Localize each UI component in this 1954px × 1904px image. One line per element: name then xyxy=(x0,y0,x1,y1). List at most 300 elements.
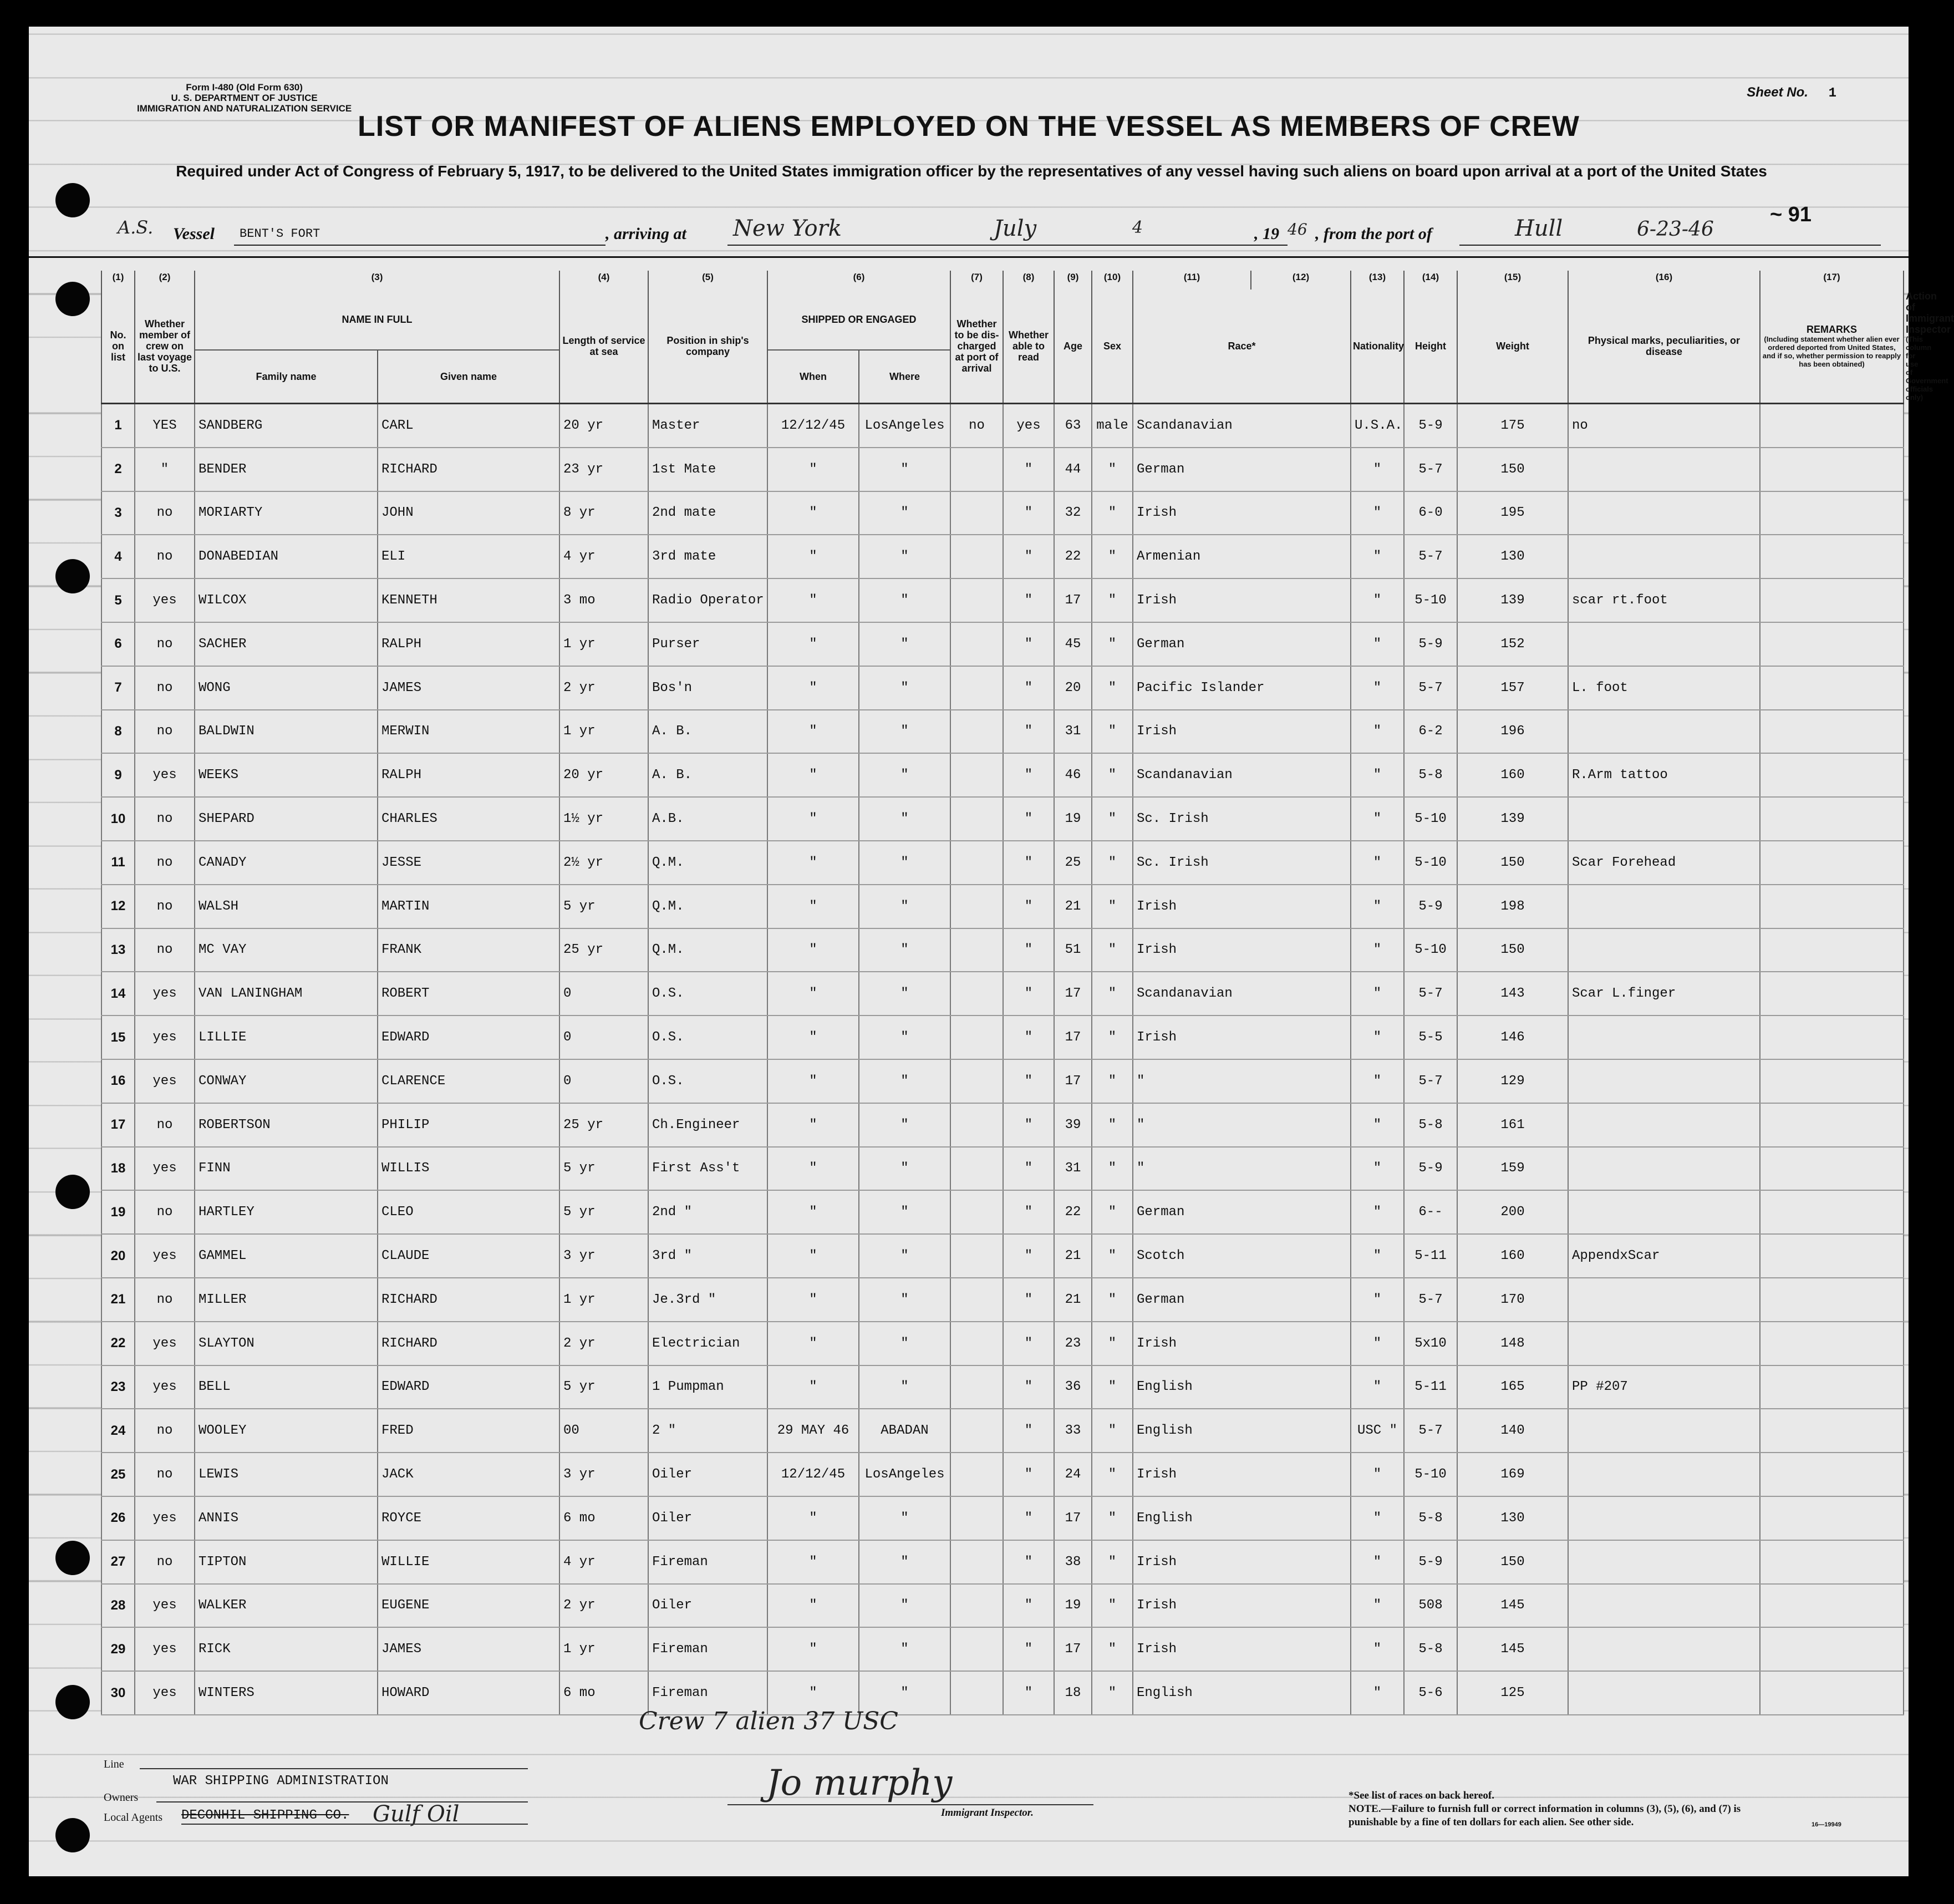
nationality-cell: " xyxy=(1351,1059,1404,1103)
family-name-cell: WOOLEY xyxy=(195,1409,378,1453)
shipped-when-cell: " xyxy=(767,622,859,666)
sex-cell: " xyxy=(1092,928,1133,972)
nationality-cell: " xyxy=(1351,797,1404,841)
last-voyage-cell: no xyxy=(135,1190,195,1234)
discharged-cell xyxy=(950,1409,1003,1453)
weight-cell: 125 xyxy=(1457,1671,1568,1715)
age-cell: 17 xyxy=(1054,1627,1092,1671)
shipped-where-cell: " xyxy=(859,448,950,491)
race-cell: Irish xyxy=(1133,710,1351,754)
age-cell: 33 xyxy=(1054,1409,1092,1453)
position-cell: Je.3rd " xyxy=(648,1278,767,1322)
remarks-cell xyxy=(1760,1540,1904,1584)
sex-cell: " xyxy=(1092,578,1133,622)
physical-marks-cell xyxy=(1568,1496,1760,1540)
family-name-cell: VAN LANINGHAM xyxy=(195,972,378,1016)
discharged-cell xyxy=(950,1365,1003,1409)
crew-row xyxy=(101,841,1904,885)
service-length-cell: 0 xyxy=(559,1059,648,1103)
physical-marks-cell xyxy=(1568,1540,1760,1584)
age-cell: 51 xyxy=(1054,928,1092,972)
race-cell: Irish xyxy=(1133,491,1351,535)
nationality-cell: U.S.A. xyxy=(1351,404,1404,448)
given-name-cell: EUGENE xyxy=(378,1584,559,1628)
service-length-cell: 25 yr xyxy=(559,1103,648,1147)
crew-row xyxy=(101,1103,1904,1147)
shipped-when-cell: " xyxy=(767,753,859,797)
shipped-when-cell: " xyxy=(767,1671,859,1715)
position-cell: 2nd " xyxy=(648,1190,767,1234)
manifest-sheet xyxy=(29,27,1954,1876)
service-name: IMMIGRATION AND NATURALIZATION SERVICE xyxy=(137,103,352,114)
position-cell: First Ass't xyxy=(648,1147,767,1191)
position-cell: 2nd mate xyxy=(648,491,767,535)
discharged-cell xyxy=(950,1103,1003,1147)
last-voyage-cell: yes xyxy=(135,1627,195,1671)
weight-cell: 200 xyxy=(1457,1190,1568,1234)
height-cell: 5-7 xyxy=(1404,448,1457,491)
inspector-label: Immigrant Inspector. xyxy=(941,1807,1034,1819)
crew-row xyxy=(101,1627,1904,1671)
header-able-to-read: Whether able to read xyxy=(1003,290,1054,404)
nationality-cell: " xyxy=(1351,535,1404,578)
crew-row xyxy=(101,666,1904,710)
race-cell: " xyxy=(1133,1147,1351,1191)
remarks-cell xyxy=(1760,1627,1904,1671)
physical-marks-cell: L. foot xyxy=(1568,666,1760,710)
height-cell: 5-8 xyxy=(1404,1103,1457,1147)
service-length-cell: 1½ yr xyxy=(559,797,648,841)
crew-row xyxy=(101,1322,1904,1365)
sex-cell: " xyxy=(1092,1103,1133,1147)
age-cell: 19 xyxy=(1054,797,1092,841)
crew-row xyxy=(101,1190,1904,1234)
remarks-cell xyxy=(1760,1584,1904,1628)
able-to-read-cell: " xyxy=(1003,535,1054,578)
discharged-cell: no xyxy=(950,404,1003,448)
service-length-cell: 2 yr xyxy=(559,1322,648,1365)
remarks-cell xyxy=(1760,797,1904,841)
col-num-13: (13) xyxy=(1351,271,1404,290)
remarks-cell xyxy=(1760,666,1904,710)
weight-cell: 169 xyxy=(1457,1453,1568,1496)
last-voyage-cell: yes xyxy=(135,1147,195,1191)
weight-cell: 130 xyxy=(1457,1496,1568,1540)
discharged-cell xyxy=(950,1627,1003,1671)
discharged-cell xyxy=(950,666,1003,710)
punch-hole xyxy=(55,1175,90,1209)
punch-hole xyxy=(55,1818,90,1852)
able-to-read-cell: yes xyxy=(1003,404,1054,448)
shipped-where-cell: LosAngeles xyxy=(859,1453,950,1496)
height-cell: 5-9 xyxy=(1404,404,1457,448)
sex-cell: " xyxy=(1092,1016,1133,1059)
service-length-cell: 5 yr xyxy=(559,1365,648,1409)
position-cell: 1 Pumpman xyxy=(648,1365,767,1409)
shipped-where-cell: " xyxy=(859,841,950,885)
shipped-where-cell: " xyxy=(859,1190,950,1234)
sex-cell: " xyxy=(1092,710,1133,754)
nationality-cell: " xyxy=(1351,666,1404,710)
family-name-cell: RICK xyxy=(195,1627,378,1671)
crew-summary-note: Crew 7 alien 37 USC xyxy=(639,1707,898,1735)
crew-row xyxy=(101,535,1904,578)
shipped-where-cell: " xyxy=(859,885,950,928)
shipped-where-cell: " xyxy=(859,1147,950,1191)
shipped-when-cell: " xyxy=(767,578,859,622)
given-name-cell: CLAUDE xyxy=(378,1234,559,1278)
nationality-cell: " xyxy=(1351,1453,1404,1496)
able-to-read-cell: " xyxy=(1003,1234,1054,1278)
given-name-cell: WILLIS xyxy=(378,1147,559,1191)
crew-row xyxy=(101,1016,1904,1059)
physical-marks-cell xyxy=(1568,1190,1760,1234)
physical-marks-cell xyxy=(1568,622,1760,666)
given-name-cell: MARTIN xyxy=(378,885,559,928)
row-number: 13 xyxy=(101,928,135,972)
crew-row xyxy=(101,622,1904,666)
family-name-cell: SACHER xyxy=(195,622,378,666)
sex-cell: " xyxy=(1092,1584,1133,1628)
race-cell: Irish xyxy=(1133,885,1351,928)
nationality-cell: " xyxy=(1351,710,1404,754)
header-no-on-list: No. on list xyxy=(101,290,135,404)
footnote-penalty: NOTE.—Failure to furnish full or correct information in columns (3), (5), (6), and (7) is punishable by a fine of ten dollars for each alien. See other side. xyxy=(1349,1803,1741,1828)
shipped-when-cell: " xyxy=(767,1016,859,1059)
last-voyage-cell: yes xyxy=(135,1671,195,1715)
row-number: 8 xyxy=(101,710,135,754)
given-name-cell: JAMES xyxy=(378,666,559,710)
header-nationality: Nationality xyxy=(1351,290,1404,404)
col-num-10: (10) xyxy=(1092,271,1133,290)
service-length-cell: 3 yr xyxy=(559,1453,648,1496)
row-number: 14 xyxy=(101,972,135,1016)
nationality-cell: " xyxy=(1351,1322,1404,1365)
crew-row xyxy=(101,1409,1904,1453)
owners-label: Owners xyxy=(104,1791,139,1804)
last-voyage-cell: no xyxy=(135,491,195,535)
weight-cell: 145 xyxy=(1457,1584,1568,1628)
header-shipped-engaged: SHIPPED OR ENGAGED xyxy=(767,290,950,350)
physical-marks-cell: Scar L.finger xyxy=(1568,972,1760,1016)
last-voyage-cell: yes xyxy=(135,753,195,797)
remarks-cell xyxy=(1760,535,1904,578)
punch-hole xyxy=(55,1541,90,1575)
age-cell: 24 xyxy=(1054,1453,1092,1496)
last-voyage-cell: yes xyxy=(135,1059,195,1103)
remarks-cell xyxy=(1760,1190,1904,1234)
discharged-cell xyxy=(950,841,1003,885)
family-name-cell: FINN xyxy=(195,1147,378,1191)
service-length-cell: 20 yr xyxy=(559,404,648,448)
weight-cell: 195 xyxy=(1457,491,1568,535)
race-cell: Irish xyxy=(1133,1540,1351,1584)
crew-row xyxy=(101,1496,1904,1540)
physical-marks-cell: no xyxy=(1568,404,1760,448)
last-voyage-cell: yes xyxy=(135,1322,195,1365)
service-length-cell: 5 yr xyxy=(559,1190,648,1234)
row-number: 5 xyxy=(101,578,135,622)
height-cell: 6-0 xyxy=(1404,491,1457,535)
row-number: 21 xyxy=(101,1278,135,1322)
shipped-when-cell: 12/12/45 xyxy=(767,1453,859,1496)
crew-row xyxy=(101,1671,1904,1715)
shipped-where-cell: " xyxy=(859,1103,950,1147)
crew-row xyxy=(101,448,1904,491)
remarks-cell xyxy=(1760,928,1904,972)
crew-row xyxy=(101,1234,1904,1278)
discharged-cell xyxy=(950,1322,1003,1365)
shipped-when-cell: " xyxy=(767,1190,859,1234)
header-name-in-full: NAME IN FULL xyxy=(195,290,559,350)
able-to-read-cell: " xyxy=(1003,1409,1054,1453)
race-cell: German xyxy=(1133,448,1351,491)
physical-marks-cell xyxy=(1568,1627,1760,1671)
discharged-cell xyxy=(950,1671,1003,1715)
nationality-cell: USC " xyxy=(1351,1409,1404,1453)
weight-cell: 148 xyxy=(1457,1322,1568,1365)
race-cell: Scandanavian xyxy=(1133,972,1351,1016)
last-voyage-cell: YES xyxy=(135,404,195,448)
discharged-cell xyxy=(950,535,1003,578)
shipped-where-cell: ABADAN xyxy=(859,1409,950,1453)
age-cell: 25 xyxy=(1054,841,1092,885)
weight-cell: 170 xyxy=(1457,1278,1568,1322)
position-cell: Oiler xyxy=(648,1453,767,1496)
given-name-cell: WILLIE xyxy=(378,1540,559,1584)
shipped-where-cell: " xyxy=(859,1059,950,1103)
shipped-when-cell: " xyxy=(767,448,859,491)
col-num-15: (15) xyxy=(1457,271,1568,290)
last-voyage-cell: no xyxy=(135,1409,195,1453)
family-name-cell: CONWAY xyxy=(195,1059,378,1103)
discharged-cell xyxy=(950,1059,1003,1103)
position-cell: Oiler xyxy=(648,1584,767,1628)
family-name-cell: WALKER xyxy=(195,1584,378,1628)
age-cell: 21 xyxy=(1054,1234,1092,1278)
shipped-when-cell: " xyxy=(767,491,859,535)
sex-cell: " xyxy=(1092,491,1133,535)
given-name-cell: JACK xyxy=(378,1453,559,1496)
service-length-cell: 1 yr xyxy=(559,710,648,754)
row-number: 11 xyxy=(101,841,135,885)
service-length-cell: 2 yr xyxy=(559,1584,648,1628)
header-rule xyxy=(29,256,1909,258)
header-remarks xyxy=(1760,290,1904,404)
discharged-cell xyxy=(950,972,1003,1016)
from-label: , from the port of xyxy=(1315,225,1432,243)
discharged-cell xyxy=(950,491,1003,535)
service-length-cell: 4 yr xyxy=(559,535,648,578)
able-to-read-cell: " xyxy=(1003,1278,1054,1322)
shipped-when-cell: " xyxy=(767,1234,859,1278)
height-cell: 5-9 xyxy=(1404,1540,1457,1584)
nationality-cell: " xyxy=(1351,448,1404,491)
given-name-cell: HOWARD xyxy=(378,1671,559,1715)
position-cell: Master xyxy=(648,404,767,448)
sex-cell: " xyxy=(1092,1322,1133,1365)
able-to-read-cell: " xyxy=(1003,666,1054,710)
able-to-read-cell: " xyxy=(1003,841,1054,885)
shipped-when-cell: " xyxy=(767,1059,859,1103)
able-to-read-cell: " xyxy=(1003,1059,1054,1103)
height-cell: 5-10 xyxy=(1404,578,1457,622)
given-name-cell: FRED xyxy=(378,1409,559,1453)
family-name-cell: WILCOX xyxy=(195,578,378,622)
race-cell: Sc. Irish xyxy=(1133,797,1351,841)
age-cell: 17 xyxy=(1054,1496,1092,1540)
row-number: 29 xyxy=(101,1627,135,1671)
row-number: 22 xyxy=(101,1322,135,1365)
sex-cell: " xyxy=(1092,535,1133,578)
remarks-cell xyxy=(1760,1322,1904,1365)
line-value: WAR SHIPPING ADMINISTRATION xyxy=(173,1774,389,1789)
last-voyage-cell: no xyxy=(135,622,195,666)
family-name-cell: LEWIS xyxy=(195,1453,378,1496)
sex-cell: " xyxy=(1092,1234,1133,1278)
height-cell: 5-7 xyxy=(1404,1278,1457,1322)
shipped-where-cell: " xyxy=(859,666,950,710)
discharged-cell xyxy=(950,448,1003,491)
punch-hole xyxy=(55,1685,90,1719)
nationality-cell: " xyxy=(1351,1190,1404,1234)
race-cell: English xyxy=(1133,1409,1351,1453)
able-to-read-cell: " xyxy=(1003,622,1054,666)
height-cell: 5-11 xyxy=(1404,1365,1457,1409)
race-cell: Irish xyxy=(1133,1322,1351,1365)
age-cell: 32 xyxy=(1054,491,1092,535)
race-cell: Scandanavian xyxy=(1133,753,1351,797)
local-agents-label: Local Agents xyxy=(104,1811,163,1824)
family-name-cell: ANNIS xyxy=(195,1496,378,1540)
family-name-cell: MILLER xyxy=(195,1278,378,1322)
vessel-prefix-mark: A.S. xyxy=(118,217,154,238)
remarks-cell xyxy=(1760,578,1904,622)
weight-cell: 161 xyxy=(1457,1103,1568,1147)
weight-cell: 150 xyxy=(1457,928,1568,972)
shipped-when-cell: " xyxy=(767,1103,859,1147)
position-cell: 3rd mate xyxy=(648,535,767,578)
shipped-where-cell: " xyxy=(859,1540,950,1584)
nationality-cell: " xyxy=(1351,1278,1404,1322)
crew-row xyxy=(101,797,1904,841)
row-number: 12 xyxy=(101,885,135,928)
crew-row xyxy=(101,578,1904,622)
service-length-cell: 6 mo xyxy=(559,1671,648,1715)
punch-hole xyxy=(55,183,90,217)
physical-marks-cell xyxy=(1568,885,1760,928)
header-length-service: Length of service at sea xyxy=(559,290,648,404)
col-num-8: (8) xyxy=(1003,271,1054,290)
height-cell: 6-- xyxy=(1404,1190,1457,1234)
family-name-cell: BENDER xyxy=(195,448,378,491)
nationality-cell: " xyxy=(1351,972,1404,1016)
remarks-cell xyxy=(1760,448,1904,491)
given-name-cell: CARL xyxy=(378,404,559,448)
sex-cell: " xyxy=(1092,885,1133,928)
nationality-cell: " xyxy=(1351,1496,1404,1540)
physical-marks-cell xyxy=(1568,1103,1760,1147)
race-cell: " xyxy=(1133,1059,1351,1103)
service-length-cell: 23 yr xyxy=(559,448,648,491)
height-cell: 5-10 xyxy=(1404,1453,1457,1496)
height-cell: 5-6 xyxy=(1404,1671,1457,1715)
sex-cell: " xyxy=(1092,1190,1133,1234)
able-to-read-cell: " xyxy=(1003,928,1054,972)
sex-cell: " xyxy=(1092,841,1133,885)
physical-marks-cell xyxy=(1568,710,1760,754)
position-cell: Q.M. xyxy=(648,928,767,972)
able-to-read-cell: " xyxy=(1003,972,1054,1016)
remarks-cell xyxy=(1760,972,1904,1016)
physical-marks-cell xyxy=(1568,928,1760,972)
crew-row xyxy=(101,972,1904,1016)
last-voyage-cell: yes xyxy=(135,1234,195,1278)
page-subtitle: Required under Act of Congress of February 5, 1917, to be delivered to the United States immigration officer by the representatives of any vessel having such aliens on board upon arrival at a port of the United States xyxy=(176,163,1767,180)
col-num-3: (3) xyxy=(195,271,559,290)
shipped-where-cell: " xyxy=(859,753,950,797)
family-name-cell: MORIARTY xyxy=(195,491,378,535)
col-num-17: (17) xyxy=(1760,271,1904,290)
remarks-cell xyxy=(1760,1453,1904,1496)
physical-marks-cell: scar rt.foot xyxy=(1568,578,1760,622)
remarks-cell xyxy=(1760,1016,1904,1059)
discharged-cell xyxy=(950,928,1003,972)
sex-cell: " xyxy=(1092,1453,1133,1496)
physical-marks-cell xyxy=(1568,1322,1760,1365)
last-voyage-cell: no xyxy=(135,710,195,754)
remarks-cell xyxy=(1760,753,1904,797)
header-where: Where xyxy=(859,350,950,404)
shipped-where-cell: " xyxy=(859,622,950,666)
race-cell: Irish xyxy=(1133,1627,1351,1671)
last-voyage-cell: no xyxy=(135,1540,195,1584)
local-agents-struck: DECONHIL SHIPPING CO. xyxy=(181,1808,349,1823)
position-cell: A. B. xyxy=(648,710,767,754)
able-to-read-cell: " xyxy=(1003,1365,1054,1409)
given-name-cell: RICHARD xyxy=(378,1322,559,1365)
height-cell: 5-5 xyxy=(1404,1016,1457,1059)
vessel-name: BENT'S FORT xyxy=(240,227,320,241)
vessel-line xyxy=(118,216,1748,251)
service-length-cell: 3 yr xyxy=(559,1234,648,1278)
header-when: When xyxy=(767,350,859,404)
last-voyage-cell: no xyxy=(135,1103,195,1147)
age-cell: 17 xyxy=(1054,1016,1092,1059)
position-cell: Fireman xyxy=(648,1671,767,1715)
nationality-cell: " xyxy=(1351,1365,1404,1409)
given-name-cell: JAMES xyxy=(378,1627,559,1671)
age-cell: 17 xyxy=(1054,1059,1092,1103)
weight-cell: 196 xyxy=(1457,710,1568,754)
given-name-cell: JOHN xyxy=(378,491,559,535)
family-name-cell: LILLIE xyxy=(195,1016,378,1059)
sheet-number-value: 1 xyxy=(1828,86,1836,101)
crew-row xyxy=(101,1365,1904,1409)
header-position: Position in ship's company xyxy=(648,290,767,404)
family-name-cell: BELL xyxy=(195,1365,378,1409)
discharged-cell xyxy=(950,1584,1003,1628)
shipped-where-cell: " xyxy=(859,797,950,841)
header-given-name: Given name xyxy=(378,350,559,404)
arriving-port: New York xyxy=(733,216,842,241)
given-name-cell: CLEO xyxy=(378,1190,559,1234)
remarks-cell xyxy=(1760,841,1904,885)
race-cell: Irish xyxy=(1133,578,1351,622)
row-number: 19 xyxy=(101,1190,135,1234)
departure-date: 6-23-46 xyxy=(1637,218,1714,241)
header-race: Race* xyxy=(1133,290,1351,404)
